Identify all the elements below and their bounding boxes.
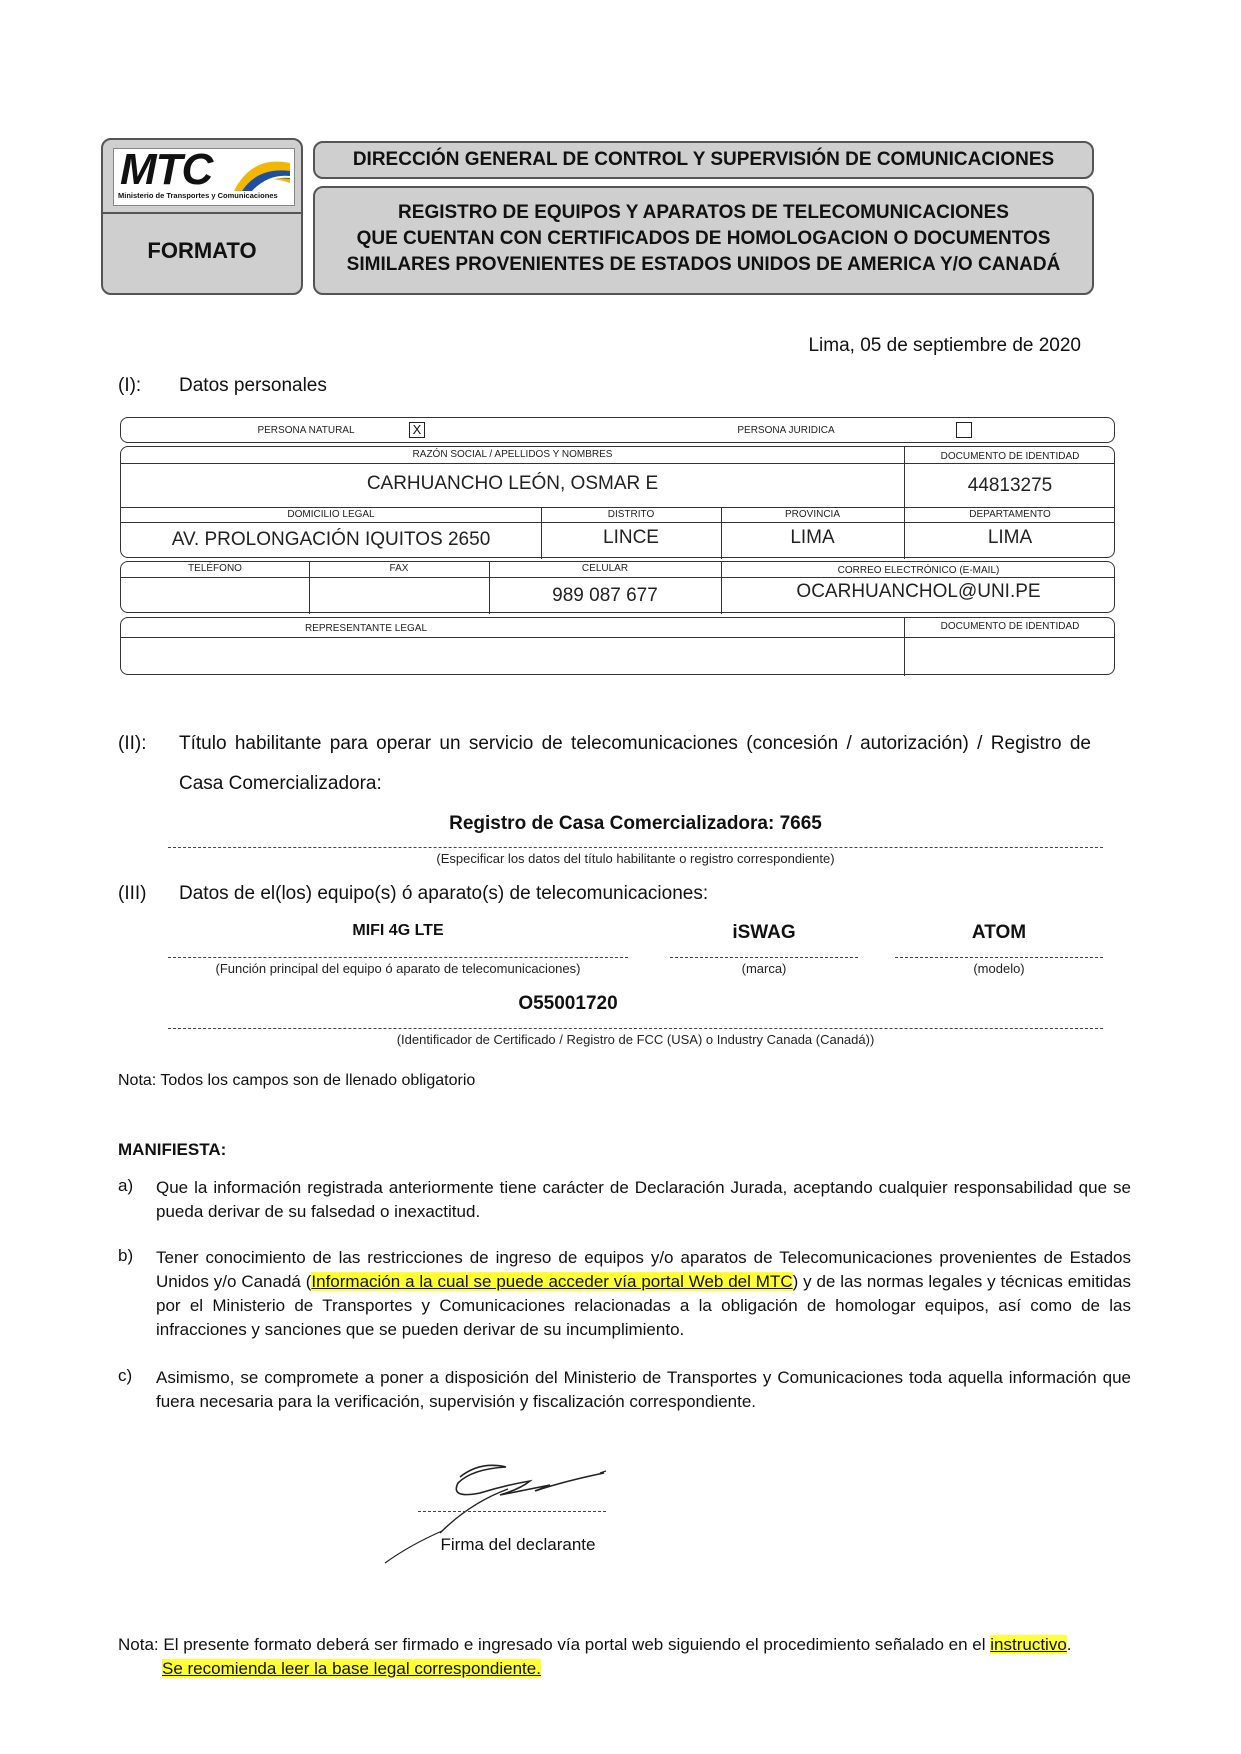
- base-legal-note: [162, 1659, 541, 1679]
- funcion-caption: (Función principal del equipo ó aparato de telecomunicaciones): [215, 961, 581, 976]
- representante-table: [120, 617, 1115, 675]
- section-number: (II):: [118, 733, 147, 754]
- registro-title: [313, 186, 1094, 295]
- distrito-label: DISTRITO: [607, 509, 655, 520]
- doc-identidad-label: DOCUMENTO DE IDENTIDAD: [940, 451, 1080, 462]
- razon-social-value: CARHUANCHO LEÓN, OSMAR E: [366, 473, 659, 494]
- base-legal-link[interactable]: Se recomienda leer la base legal correspondiente.: [162, 1659, 541, 1678]
- persona-natural-checkbox[interactable]: X: [409, 422, 425, 438]
- item-letter: a): [118, 1176, 134, 1195]
- nota-footer: Nota: El presente formato deberá ser firmado e ingresado vía portal web siguiendo el procedimiento señalado en el instructivo.: [118, 1635, 1072, 1654]
- registro-caption: (Especificar los datos del título habilitante o registro correspondiente): [436, 851, 835, 866]
- persona-juridica-checkbox[interactable]: [956, 422, 972, 438]
- logo-box: [101, 138, 303, 295]
- registro-value: Registro de Casa Comercializadora: 7665: [449, 813, 822, 834]
- domicilio-value: AV. PROLONGACIÓN IQUITOS 2650: [171, 529, 491, 550]
- razon-social-label: RAZÓN SOCIAL / APELLIDOS Y NOMBRES: [412, 449, 613, 460]
- section-title: Título habilitante para operar un servicio de telecomunicaciones (concesión / autorización) / Registro de: [179, 733, 1091, 754]
- registro-line: REGISTRO DE EQUIPOS Y APARATOS DE TELECOMUNICACIONES: [398, 202, 1009, 223]
- formato-label: FORMATO: [147, 238, 257, 263]
- divider: [103, 212, 301, 214]
- manifiesta-a: Que la información registrada anteriormente tiene carácter de Declaración Jurada, aceptando cualquier responsabilidad que se pueda derivar de su falsedad o inexactitud.: [156, 1178, 1131, 1221]
- dashed-line: [670, 957, 858, 958]
- item-letter: c): [118, 1366, 133, 1385]
- celular-label: CELULAR: [581, 563, 629, 574]
- firma-label: Firma del declarante: [440, 1535, 596, 1554]
- departamento-label: DEPARTAMENTO: [969, 509, 1051, 520]
- direccion-title: DIRECCIÓN GENERAL DE CONTROL Y SUPERVISIÓN DE COMUNICACIONES: [313, 141, 1094, 179]
- item-letter: b): [118, 1246, 134, 1265]
- celular-value: 989 087 677: [552, 585, 658, 606]
- fax-label: FAX: [389, 563, 409, 574]
- departamento-value: LIMA: [987, 527, 1033, 548]
- section-number: (III): [118, 883, 147, 904]
- persona-row: [120, 417, 1115, 443]
- email-label: CORREO ELECTRÓNICO (E-MAIL): [837, 565, 1000, 576]
- manifiesta-b: Tener conocimiento de las restricciones de ingreso de equipos y/o aparatos de Telecomunicaciones provenientes de Estados Unidos y/o Canadá (Información a la cual se puede acceder vía portal Web del MTC) y de las normas legales y técnicas emitidas por el Ministerio de Transportes y Comunicaciones relacionadas a la obligación de homologar equipos, así como de las infracciones y sanciones que se pueden derivar de su incumplimiento.: [156, 1248, 1131, 1339]
- nota-obligatorio: Nota: Todos los campos son de llenado obligatorio: [118, 1072, 476, 1089]
- doc-identidad-value: 44813275: [967, 475, 1053, 496]
- telefono-label: TELÉFONO: [188, 563, 242, 574]
- marca-value: iSWAG: [732, 922, 796, 943]
- dashed-line: [168, 847, 1103, 848]
- domicilio-label: DOMICILIO LEGAL: [287, 509, 375, 520]
- mtc-logo: [113, 145, 295, 206]
- dashed-line: [895, 957, 1103, 958]
- section-title: Datos personales: [179, 375, 327, 396]
- signature-line: [418, 1511, 606, 1512]
- instructivo-link[interactable]: instructivo: [990, 1635, 1067, 1654]
- mtc-portal-link[interactable]: Información a la cual se puede acceder vía portal Web del MTC: [311, 1272, 793, 1291]
- logo-wave-icon: [232, 153, 292, 193]
- distrito-value: LINCE: [603, 527, 659, 548]
- section-title: Datos de el(los) equipo(s) ó aparato(s) de telecomunicaciones:: [179, 883, 709, 904]
- contacto-table: [120, 561, 1115, 613]
- logo-subtitle: Ministerio de Transportes y Comunicaciones: [118, 191, 278, 200]
- fcc-caption: (Identificador de Certificado / Registro de FCC (USA) o Industry Canada (Canadá)): [396, 1032, 875, 1047]
- persona-natural-label: PERSONA NATURAL: [257, 425, 355, 436]
- section-title-cont: Casa Comercializadora:: [179, 773, 382, 794]
- provincia-label: PROVINCIA: [784, 509, 840, 520]
- persona-juridica-label: PERSONA JURIDICA: [737, 425, 835, 436]
- datos-table: [120, 446, 1115, 558]
- representante-label: REPRESENTANTE LEGAL: [304, 623, 428, 634]
- registro-line: QUE CUENTAN CON CERTIFICADOS DE HOMOLOGACION O DOCUMENTOS: [356, 228, 1051, 249]
- fcc-value: O55001720: [518, 993, 618, 1014]
- logo-text: MTC: [120, 145, 213, 194]
- dashed-line: [168, 957, 628, 958]
- modelo-caption: (modelo): [973, 961, 1025, 976]
- date: Lima, 05 de septiembre de 2020: [808, 335, 1081, 356]
- email-value: OCARHUANCHOL@UNI.PE: [796, 581, 1041, 602]
- manifiesta-title: MANIFIESTA:: [118, 1140, 227, 1159]
- section-number: (I):: [118, 375, 142, 396]
- manifiesta-c: Asimismo, se compromete a poner a disposición del Ministerio de Transportes y Comunicaciones toda aquella información que fuera necesaria para la verificación, supervisión y fiscalización correspondiente.: [156, 1368, 1131, 1411]
- marca-caption: (marca): [741, 961, 787, 976]
- provincia-value: LIMA: [790, 527, 835, 548]
- dashed-line: [168, 1028, 1103, 1029]
- modelo-value: ATOM: [971, 922, 1027, 943]
- rep-doc-label: DOCUMENTO DE IDENTIDAD: [940, 621, 1080, 632]
- registro-line: SIMILARES PROVENIENTES DE ESTADOS UNIDOS DE AMERICA Y/O CANADÁ: [346, 254, 1061, 275]
- funcion-value: MIFI 4G LTE: [352, 922, 444, 939]
